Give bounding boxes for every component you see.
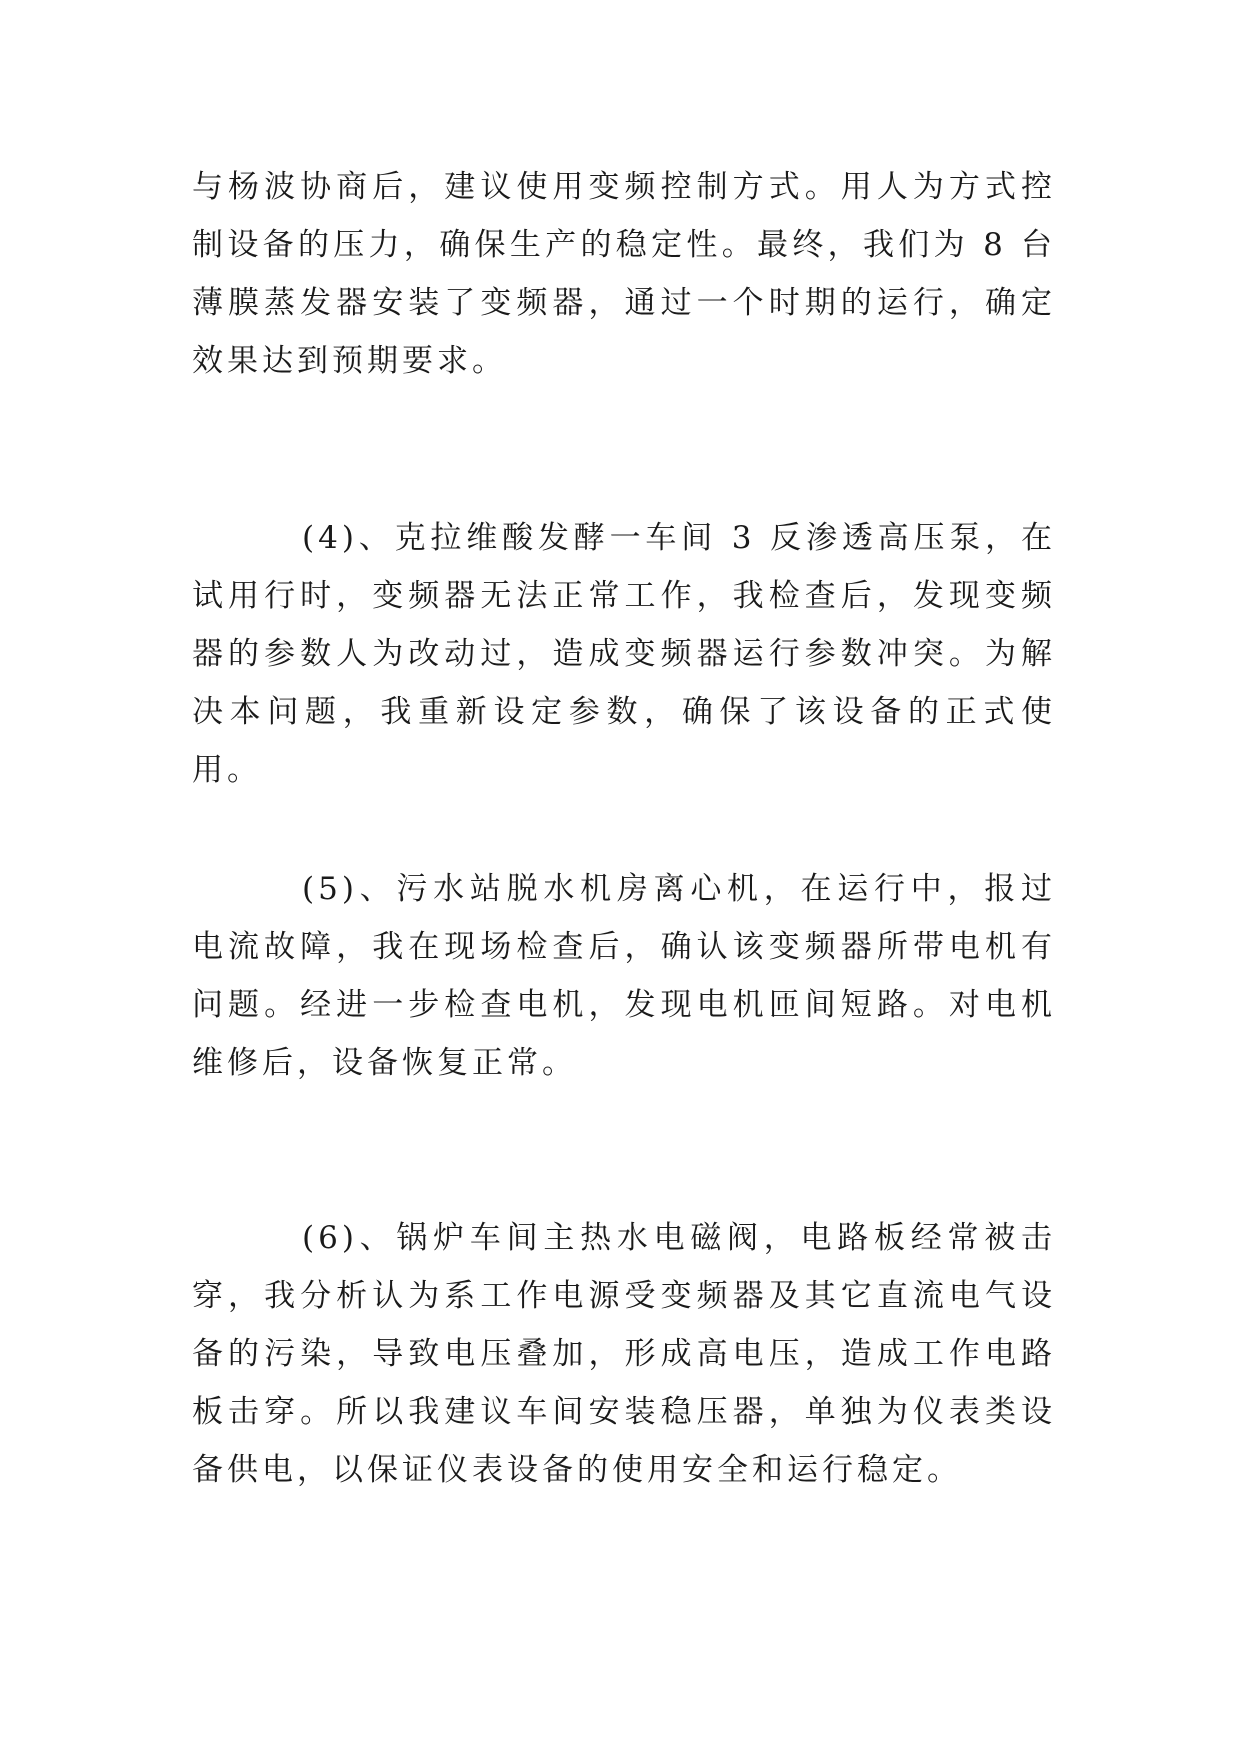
paragraph-frequency-control: 与杨波协商后，建议使用变频控制方式。用人为方式控制设备的压力，确保生产的稳定性。最终，我们为 8 台薄膜蒸发器安装了变频器，通过一个时期的运行，确定效果达到预期要求。 xyxy=(192,169,1056,379)
paragraph-item-5: (5)、污水站脱水机房离心机，在运行中，报过电流故障，我在现场检查后，确认该变频器所带电机有问题。经进一步检查电机，发现电机匝间短路。对电机维修后，设备恢复正常。 xyxy=(192,871,1056,1081)
paragraph-item-6: (6)、锅炉车间主热水电磁阀，电路板经常被击穿，我分析认为系工作电源受变频器及其它直流电气设备的污染，导致电压叠加，形成高电压，造成工作电路板击穿。所以我建议车间安装稳压器，单独为仪表类设备供电，以保证仪表设备的使用安全和运行稳定。 xyxy=(192,1220,1056,1488)
paragraph-item-4: (4)、克拉维酸发酵一车间 3 反渗透高压泵，在试用行时，变频器无法正常工作，我检查后，发现变频器的参数人为改动过，造成变频器运行参数冲突。为解决本问题，我重新设定参数，确保了该设备的正式使用。 xyxy=(192,520,1056,788)
